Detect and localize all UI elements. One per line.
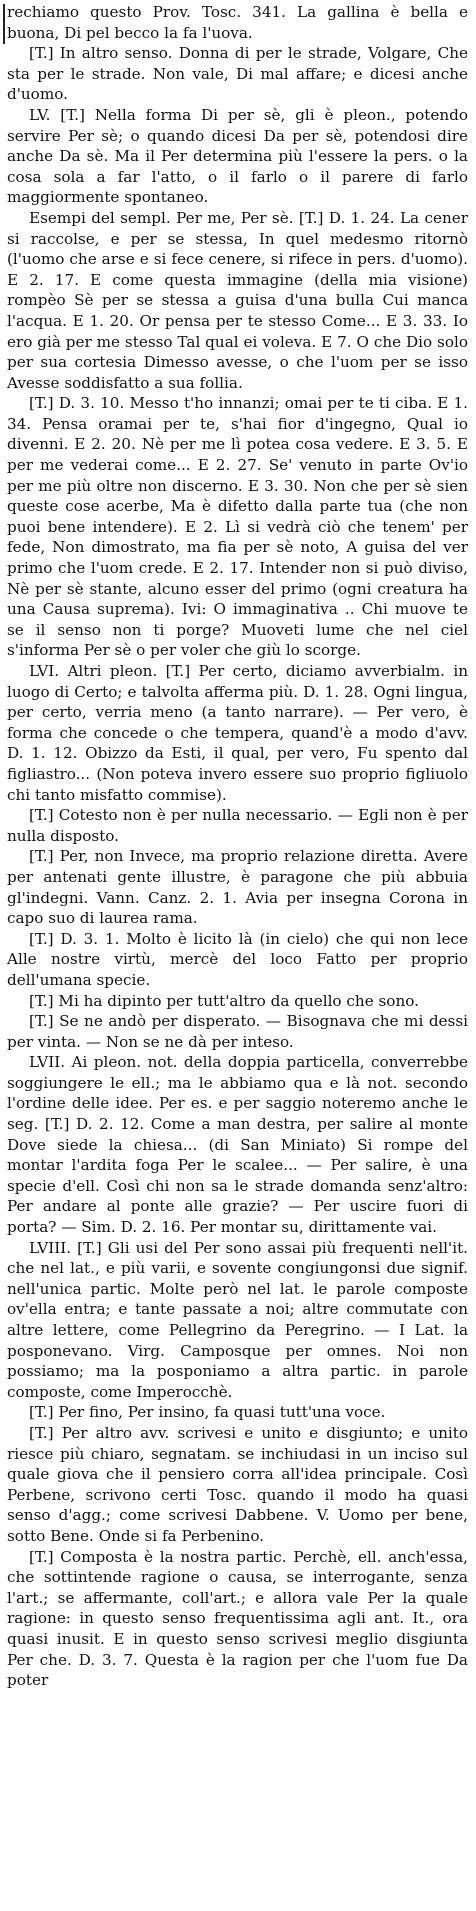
paragraph-per-altro: [T.] Per altro avv. scrivesi e unito e disgiunto; e unito riesce più chiaro, segnatam. se inchiudasi in un inciso sul quale giova che il pensiero corra all'idea principale. Così Perbene, scrivono certi Tosc. quando il modo ha quasi senso d'agg.; come scrivesi Dabbene. V. Uomo per bene, sotto Bene. Onde si fa Perbenino. — [7, 1423, 468, 1545]
margin-rule — [3, 4, 5, 44]
paragraph-composta: [T.] Composta è la nostra partic. Perchè, ell. anch'essa, che sottintende ragione o causa, se interrogante, senza l'art.; se affermante, coll'art.; e allora vale Per la quale ragione: in questo senso frequentissima agli ant. It., ora quasi inusit. E in questo senso scrivesi meglio disgiunta Per che. D. 3. 7. Questa è la ragion per che l'uom fue Da poter — [7, 1547, 468, 1690]
paragraph-per-nulla: [T.] Cotesto non è per nulla necessario. — Egli non è per nulla disposto. — [7, 806, 468, 845]
paragraph-altro-senso: [T.] In altro senso. Donna di per le strade, Volgare, Che sta per le strade. Non vale, Di mal affare; e dicesi anche d'uomo. — [7, 44, 468, 104]
section-lv: LV. [T.] Nella forma Di per sè, gli è pleon., potendo servire Per sè; o quando dicesi Da per sè, potendosi dire anche Da sè. Ma il Per determina più l'essere la pers. o la cosa sola a far l'atto, o il farlo o il parere di farlo maggiormente spontaneo. — [7, 105, 468, 207]
section-lvii: LVII. Ai pleon. not. della doppia particella, converrebbe soggiungere le ell.; ma le abbiamo qua e là not. secondo l'ordine delle idee. Per es. e per saggio noteremo anche le seg. [T.] D. 2. 12. Come a man destra, per salire al monte Dove siede la chiesa... (di San Miniato) Si rompe del montar l'ardita foga Per le scalee... — Per salire, è una specie d'ell. Così chi non sa le strade domanda senz'altro: Per andare al ponte alle grazie? — Per uscire fuori di porta? — Sim. D. 2. 16. Per montar su, dirittamente vai. — [7, 1053, 468, 1237]
paragraph-disperato: [T.] Se ne andò per disperato. — Bisognava che mi dessi per vinta. — Non se ne dà per inteso. — [7, 1012, 468, 1051]
paragraph-dipinto: [T.] Mi ha dipinto per tutt'altro da quello che sono. — [29, 991, 419, 1010]
paragraph-d-3-1: [T.] D. 3. 1. Molto è licito là (in cielo) che qui non lece Alle nostre virtù, mercè del loco Fatto per proprio dell'umana specie. — [7, 929, 468, 989]
paragraph-esempi: Esempi del sempl. Per me, Per sè. [T.] D. 1. 24. La cener si raccolse, e per se stessa, In quel medesmo ritornò (l'uomo che arse e si fece cenere, si rifece in pers. d'uomo). E 2. 17. E come questa immagine (della mia visione) rompèo Sè per se stessa a guisa d'una bulla Cui manca l'acqua. E 1. 20. Or pensa per te stesso Come... E 3. 33. Io ero già per me stesso Tal qual ei voleva. E 7. O che Dio solo per sua cortesia Dimesso avesse, o che l'uom per se isso Avesse soddisfatto a sua follia. — [7, 208, 468, 392]
paragraph-continued: rechiamo questo Prov. Tosc. 341. La gallina è bella e buona, Di pel becco la fa l'uova. — [7, 3, 468, 42]
paragraph-d-3-10: [T.] D. 3. 10. Messo t'ho innanzi; omai per te ti ciba. E 1. 34. Pensa oramai per te, s'hai fior d'ingegno, Qual io divenni. E 2. 20. Nè per me lì potea cosa vedere. E 3. 5. E per me vederai come... E 2. 27. Se' venuto in parte Ov'io per me più oltre non discerno. E 3. 30. Non che per sè sien queste cose acerbe, Ma è difetto dalla parte tua (che non puoi bene intendere). E 2. Lì si vedrà ciò che tenem' per fede, Non dimostrato, ma fia per sè noto, A guisa del ver primo che l'uom crede. E 2. 17. Intender non si può diviso, Nè per sè stante, alcuno esser del primo (ogni creatura ha una Causa suprema). Ivi: O immaginativa .. Chi muove te se il senso non ti porge? Muoveti lume che nel ciel s'informa Per sè o per voler che giù lo scorge. — [7, 394, 468, 660]
section-lviii: LVIII. [T.] Gli usi del Per sono assai più frequenti nell'it. che nel lat., e più varii, e sovente congiungonsi due signif. nell'unica partic. Molte però nel lat. le parole composte ov'ella entra; e tante passate a noi; altre commutate con altre lettere, come Pellegrino da Peregrino. — I Lat. la posponevano. Virg. Camposque per omnes. Noi non possiamo; ma la posponiamo a altra partic. in parole composte, come Imperocchè. — [7, 1238, 468, 1401]
paragraph-per-fino: [T.] Per fino, Per insino, fa quasi tutt'una voce. — [29, 1403, 386, 1422]
paragraph-relazione: [T.] Per, non Invece, ma proprio relazione diretta. Avere per antenati gente illustre, è paragone che più abbuia gl'indegni. Vann. Canz. 2. 1. Avia per insegna Corona in capo suo di laurea rama. — [7, 847, 468, 928]
section-lvi: LVI. Altri pleon. [T.] Per certo, diciamo avverbialm. in luogo di Certo; e talvolta afferma più. D. 1. 28. Ogni lingua, per certo, verria meno (a tanto narrare). — Per vero, è forma che concede o che tempera, quand'è a modo d'avv. D. 1. 12. Obizzo da Esti, il qual, per vero, Fu spento dal figliastro... (Non poteva invero essere suo proprio figliuolo chi tanto misfatto commise). — [7, 662, 468, 804]
